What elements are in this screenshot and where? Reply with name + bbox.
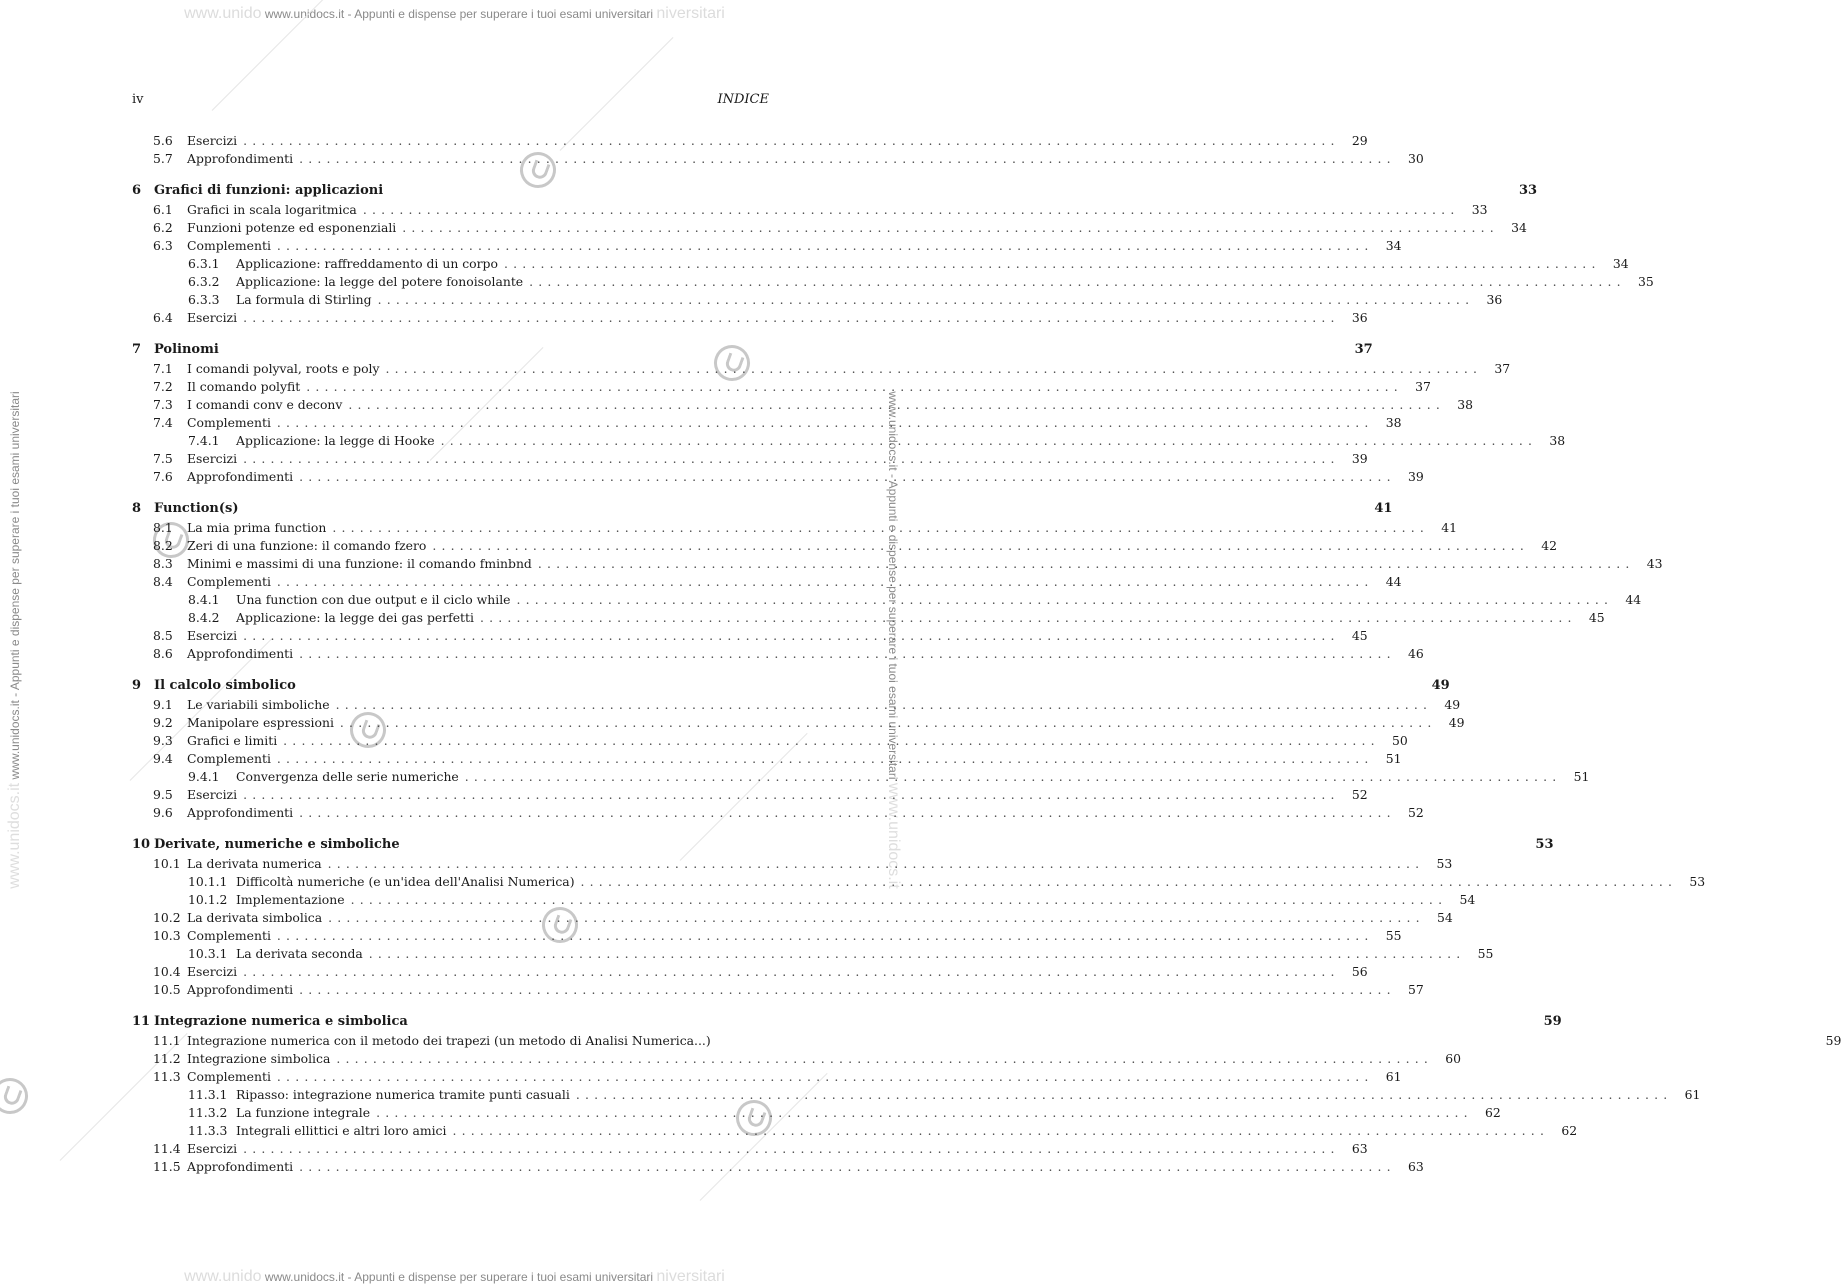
toc-entry-number: 8 (132, 501, 142, 516)
toc-entry-number: 8.4.2 (188, 610, 220, 625)
watermark-top-text: www.unidocs.it - Appunti e dispense per superare i tuoi esami universitari (264, 7, 654, 21)
toc-entry-chapter (132, 677, 1450, 696)
toc-entry-number: 6.3.3 (188, 292, 220, 307)
toc-entry-section (132, 360, 1511, 378)
toc-entry-number: 8.1 (153, 520, 173, 535)
toc-entry-number: 9.4 (153, 751, 173, 766)
toc-dot-leader: ........................................................................................................................ (339, 715, 1437, 730)
toc-entry-section (132, 645, 1424, 663)
toc-entry-title: Applicazione: raffreddamento di un corpo (236, 256, 498, 271)
toc-entry-number: 10.5 (153, 982, 181, 997)
toc-dot-leader: ........................................................................................................................ (402, 220, 1499, 235)
page-header (132, 92, 769, 107)
toc-entry-title: Esercizi (187, 628, 238, 643)
toc-entry-section (132, 927, 1402, 945)
toc-entry-title: Complementi (187, 751, 271, 766)
toc-entry-title: Esercizi (187, 964, 238, 979)
toc-entry-number: 7.6 (153, 469, 173, 484)
toc-entry-page: 57 (1407, 982, 1424, 997)
toc-entry-number: 11.3.3 (188, 1123, 228, 1138)
toc-entry-subsection (132, 291, 1503, 309)
toc-entry-number: 8.5 (153, 628, 173, 643)
toc-entry-subsection (132, 1104, 1501, 1122)
toc-entry-title: Applicazione: la legge di Hooke (236, 433, 435, 448)
toc-entry-number: 10.3 (153, 928, 181, 943)
toc-entry-page: 41 (1441, 520, 1457, 535)
toc-entry-page: 36 (1486, 292, 1503, 307)
toc-entry-page: 44 (1385, 574, 1402, 589)
toc-entry-title: Esercizi (187, 133, 238, 148)
watermark-bottom-faded-left: www.unido (184, 1268, 262, 1285)
toc-entry-page: 55 (1477, 946, 1494, 961)
toc-entry-number: 11.3.1 (188, 1087, 228, 1102)
toc-entry-number: 7 (132, 342, 142, 357)
toc-entry-number: 10.4 (153, 964, 181, 979)
toc-entry-number: 10.1 (153, 856, 181, 871)
toc-entry-section (132, 1050, 1461, 1068)
toc-dot-leader: ........................................................................................................................ (332, 520, 1429, 535)
toc-entry-subsection (132, 768, 1590, 786)
toc-entry-page: 45 (1588, 610, 1605, 625)
toc-dot-leader: ........................................................................................................................ (440, 433, 1538, 448)
toc-dot-leader: ........................................................................................................................ (452, 1123, 1550, 1138)
toc-entry-page: 61 (1684, 1087, 1701, 1102)
toc-entry-chapter (132, 500, 1393, 519)
toc-entry-number: 6 (132, 183, 142, 198)
toc-dot-leader: ........................................................................................................................ (328, 910, 1425, 925)
toc-entry-title: Applicazione: la legge del potere fonoisolante (236, 274, 524, 289)
toc-entry-title: I comandi polyval, roots e poly (187, 361, 380, 376)
toc-entry-title: La derivata seconda (236, 946, 363, 961)
toc-entry-section (132, 1032, 1841, 1050)
toc-dot-leader: ........................................................................................................................ (299, 151, 1396, 166)
toc-dot-leader: ........................................................................................................................ (580, 874, 1678, 889)
toc-entry-section (132, 963, 1368, 981)
toc-entry-page: 37 (1494, 361, 1511, 376)
toc-entry-page: 37 (1354, 342, 1373, 357)
toc-entry-title: Approfondimenti (187, 805, 294, 820)
toc-entry-page: 44 (1625, 592, 1642, 607)
toc-entry-title: Difficoltà numeriche (e un'idea dell'Analisi Numerica) (236, 874, 575, 889)
toc-entry-number: 7.4.1 (188, 433, 220, 448)
toc-entry-page: 63 (1351, 1141, 1368, 1156)
toc-entry-page: 54 (1436, 910, 1453, 925)
toc-entry-number: 11.4 (153, 1141, 181, 1156)
toc-entry-title: Grafici e limiti (187, 733, 278, 748)
toc-entry-number: 9 (132, 678, 142, 693)
toc-dot-leader: ........................................................................................................................ (348, 397, 1446, 412)
toc-entry-page: 50 (1392, 733, 1408, 748)
toc-entry-number: 11.1 (153, 1033, 181, 1048)
watermark-right-text: www.unidocs.it - Appunti e dispense per superare i tuoi esami universitari (886, 391, 900, 780)
toc-entry-page: 53 (1689, 874, 1706, 889)
toc-entry-page: 39 (1407, 469, 1424, 484)
toc-entry-page: 38 (1549, 433, 1566, 448)
toc-entry-page: 63 (1407, 1159, 1424, 1174)
toc-dot-leader: ........................................................................................................................ (243, 787, 1340, 802)
toc-entry-number: 9.3 (153, 733, 173, 748)
toc-entry-title: Le variabili simboliche (187, 697, 330, 712)
toc-dot-leader: ........................................................................................................................ (377, 292, 1475, 307)
toc-entry-page: 42 (1541, 538, 1557, 553)
toc-entry-number: 8.3 (153, 556, 173, 571)
toc-dot-leader: ........................................................................................................................ (283, 733, 1380, 748)
toc-entry-section (132, 396, 1474, 414)
toc-entry-page: 49 (1448, 715, 1465, 730)
toc-entry-number: 10.1.1 (188, 874, 228, 889)
toc-entry-title: Manipolare espressioni (187, 715, 334, 730)
toc-entry-number: 5.7 (153, 151, 173, 166)
toc-entry-section (132, 714, 1465, 732)
toc-entry-title: Implementazione (236, 892, 345, 907)
watermark-top-faded-right: niversitari (656, 5, 725, 22)
toc-entry-number: 11 (132, 1014, 151, 1029)
toc-entry-page: 62 (1484, 1105, 1501, 1120)
toc-dot-leader: ........................................................................................................................ (243, 628, 1340, 643)
toc-dot-leader: ........................................................................................................................ (368, 946, 1466, 961)
toc-entry-title: Complementi (187, 574, 271, 589)
toc-entry-number: 7.5 (153, 451, 173, 466)
toc-entry-title: Function(s) (154, 501, 239, 516)
toc-entry-page: 53 (1535, 837, 1554, 852)
toc-entry-section (132, 1158, 1424, 1176)
toc-entry-page: 51 (1573, 769, 1590, 784)
toc-entry-number: 7.1 (153, 361, 173, 376)
toc-dot-leader: ........................................................................................................................ (243, 133, 1340, 148)
toc-entry-title: Il calcolo simbolico (154, 678, 296, 693)
toc-entry-subsection (132, 1122, 1578, 1140)
toc-entry-number: 8.6 (153, 646, 173, 661)
toc-entry-section (132, 627, 1368, 645)
toc-entry-section (132, 150, 1424, 168)
watermark-bottom (0, 1268, 909, 1286)
toc-entry-number: 9.6 (153, 805, 173, 820)
toc-entry-title: Derivate, numeriche e simboliche (154, 837, 400, 852)
toc-entry-page: 60 (1445, 1051, 1461, 1066)
watermark-top-faded-left: www.unido (184, 5, 262, 22)
toc-entry-subsection (132, 891, 1476, 909)
toc-entry-page: 33 (1518, 183, 1538, 198)
toc-dot-leader: ........................................................................................................................ (299, 982, 1396, 997)
toc-entry-number: 5.6 (153, 133, 173, 148)
toc-entry-number: 6.4 (153, 310, 173, 325)
toc-dot-leader: ........................................................................................................................ (299, 646, 1396, 661)
toc-entry-page: 52 (1407, 805, 1424, 820)
toc-entry-title: Applicazione: la legge dei gas perfetti (236, 610, 474, 625)
toc-entry-title: Approfondimenti (187, 1159, 294, 1174)
toc-dot-leader: ........................................................................................................................ (350, 892, 1448, 907)
toc-entry-title: Polinomi (154, 342, 219, 357)
toc-entry-section (132, 201, 1488, 219)
toc-entry-title: Convergenza delle serie numeriche (236, 769, 459, 784)
toc-entry-page: 38 (1457, 397, 1474, 412)
watermark-left (6, 210, 22, 1070)
toc-entry-title: Approfondimenti (187, 151, 294, 166)
toc-dot-leader: ........................................................................................................................ (335, 697, 1433, 712)
watermark-bottom-text: www.unidocs.it - Appunti e dispense per superare i tuoi esami universitari (264, 1270, 654, 1284)
toc-dot-leader: ........................................................................................................................ (537, 556, 1635, 571)
toc-entry-number: 6.3.2 (188, 274, 220, 289)
toc-dot-leader: ........................................................................................................................ (376, 1105, 1473, 1120)
toc-entry-section (132, 555, 1663, 573)
toc-entry-section (132, 219, 1527, 237)
toc-entry-title: La derivata numerica (187, 856, 322, 871)
toc-entry-page: 38 (1385, 415, 1402, 430)
toc-entry-section (132, 732, 1408, 750)
toc-entry-number: 6.1 (153, 202, 173, 217)
toc-entry-title: Ripasso: integrazione numerica tramite punti casuali (236, 1087, 570, 1102)
toc-dot-leader: ........................................................................................................................ (575, 1087, 1673, 1102)
toc-dot-leader: ........................................................................................................................ (464, 769, 1562, 784)
toc-entry-section (132, 537, 1557, 555)
toc-entry-subsection (132, 873, 1706, 891)
toc-entry-number: 9.5 (153, 787, 173, 802)
toc-dot-leader: ........................................................................................................................ (276, 238, 1374, 253)
toc-entry-page: 54 (1459, 892, 1476, 907)
toc-dot-leader: ........................................................................................................................ (243, 451, 1340, 466)
toc-dot-leader: ........................................................................................................................ (432, 538, 1529, 553)
toc-entry-section (132, 909, 1453, 927)
toc-entry-chapter (132, 341, 1373, 360)
toc-entry-page: 34 (1511, 220, 1527, 235)
toc-dot-leader: ........................................................................................................................ (362, 202, 1460, 217)
watermark-left-text: www.unidocs.it - Appunti e dispense per superare i tuoi esami universitari (8, 391, 22, 780)
toc-entry-title: Complementi (187, 238, 271, 253)
toc-entry-number: 8.2 (153, 538, 173, 553)
toc-entry-section (132, 519, 1457, 537)
toc-entry-page: 49 (1431, 678, 1450, 693)
toc-entry-section (132, 855, 1453, 873)
toc-entry-number: 11.3 (153, 1069, 181, 1084)
toc-entry-subsection (132, 255, 1629, 273)
toc-entry-section (132, 786, 1368, 804)
toc-dot-leader: ........................................................................................................................ (299, 805, 1396, 820)
toc-entry-page: 39 (1351, 451, 1368, 466)
toc-entry-section (132, 309, 1368, 327)
toc-entry-section (132, 750, 1402, 768)
toc-entry-number: 6.2 (153, 220, 173, 235)
toc-entry-page: 62 (1561, 1123, 1578, 1138)
toc-entry-title: Approfondimenti (187, 469, 294, 484)
toc-entry-number: 10 (132, 837, 151, 852)
toc-dot-leader: ........................................................................................................................ (276, 751, 1374, 766)
toc-entry-page: 61 (1385, 1069, 1402, 1084)
toc-entry-subsection (132, 1086, 1701, 1104)
toc-dot-leader: ........................................................................................................................ (243, 964, 1340, 979)
toc-entry-number: 6.3 (153, 238, 173, 253)
toc-entry-title: Esercizi (187, 451, 238, 466)
toc-entry-title: Complementi (187, 928, 271, 943)
toc-dot-leader: ........................................................................................................................ (306, 379, 1403, 394)
watermark-right-faded: www.unidocs.it (885, 782, 902, 889)
toc-entry-title: Esercizi (187, 787, 238, 802)
toc-entry-number: 7.4 (153, 415, 173, 430)
toc-entry-page: 49 (1444, 697, 1461, 712)
toc-dot-leader: ........................................................................................................................ (503, 256, 1601, 271)
watermark-bottom-faded-right: niversitari (656, 1268, 725, 1285)
toc-dot-leader: ........................................................................................................................ (243, 310, 1340, 325)
toc-entry-section (132, 696, 1461, 714)
toc-entry-section (132, 981, 1424, 999)
toc-entry-subsection (132, 591, 1642, 609)
toc-entry-number: 7.3 (153, 397, 173, 412)
toc-entry-title: Approfondimenti (187, 646, 294, 661)
toc-entry-title: Zeri di una funzione: il comando fzero (187, 538, 427, 553)
toc-entry-chapter (132, 836, 1554, 855)
toc-dot-leader: ........................................................................................................................ (529, 274, 1626, 289)
toc-entry-chapter (132, 182, 1538, 201)
toc-entry-title: Grafici di funzioni: applicazioni (154, 183, 384, 198)
toc-entry-section (132, 378, 1431, 396)
toc-dot-leader: ........................................................................................................................ (276, 928, 1374, 943)
toc-entry-subsection (132, 273, 1654, 291)
toc-dot-leader: ........................................................................................................................ (516, 592, 1614, 607)
toc-dot-leader: ........................................................................................................................ (299, 469, 1396, 484)
toc-entry-number: 10.1.2 (188, 892, 228, 907)
toc-entry-section (132, 804, 1424, 822)
toc-dot-leader: ........................................................................................................................ (276, 1069, 1374, 1084)
toc-entry-title: La formula di Stirling (236, 292, 372, 307)
toc-entry-page: 55 (1385, 928, 1402, 943)
toc-entry-title: I comandi conv e deconv (187, 397, 343, 412)
toc-entry-title: Integrazione simbolica (187, 1051, 331, 1066)
toc-entry-section (132, 573, 1402, 591)
toc-entry-page: 37 (1415, 379, 1431, 394)
toc-entry-page: 43 (1646, 556, 1663, 571)
toc-entry-subsection (132, 432, 1566, 450)
toc-entry-page: 35 (1638, 274, 1654, 289)
toc-entry-section (132, 414, 1402, 432)
toc-entry-title: Approfondimenti (187, 982, 294, 997)
page-number: iv (132, 92, 144, 107)
toc-entry-page: 46 (1407, 646, 1424, 661)
toc-entry-number: 11.3.2 (188, 1105, 228, 1120)
toc-entry-title: Complementi (187, 415, 271, 430)
toc-dot-leader: ........................................................................................................................ (327, 856, 1425, 871)
toc-entry-chapter (132, 1013, 1562, 1032)
toc-entry-page: 30 (1407, 151, 1424, 166)
toc-entry-number: 9.2 (153, 715, 173, 730)
toc-dot-leader: ........................................................................................................................ (385, 361, 1483, 376)
toc-entry-page: 41 (1374, 501, 1393, 516)
toc-entry-page: 56 (1351, 964, 1368, 979)
toc-entry-page: 36 (1351, 310, 1368, 325)
toc-entry-title: Esercizi (187, 310, 238, 325)
toc-entry-title: La mia prima function (187, 520, 327, 535)
toc-entry-title: Minimi e massimi di una funzione: il comando fminbnd (187, 556, 532, 571)
toc-entry-section (132, 132, 1368, 150)
toc-entry-title: Integrazione numerica e simbolica (154, 1014, 408, 1029)
toc-dot-leader: ........................................................................................................................ (336, 1051, 1433, 1066)
toc-dot-leader: ........................................................................................................................ (479, 610, 1577, 625)
toc-entry-section (132, 468, 1424, 486)
toc-entry-number: 9.4.1 (188, 769, 220, 784)
toc-entry-title: Una function con due output e il ciclo while (236, 592, 511, 607)
toc-dot-leader: ........................................................................................................................ (243, 1141, 1340, 1156)
toc-entry-page: 34 (1612, 256, 1629, 271)
toc-entry-number: 8.4 (153, 574, 173, 589)
toc-entry-page: 53 (1436, 856, 1453, 871)
toc-entry-number: 10.2 (153, 910, 181, 925)
toc-entry-section (132, 237, 1402, 255)
toc-dot-leader: ........................................................................................................................ (299, 1159, 1396, 1174)
toc-entry-title: Esercizi (187, 1141, 238, 1156)
watermark-left-faded: www.unidocs.it (6, 782, 23, 889)
toc-entry-title: La funzione integrale (236, 1105, 371, 1120)
toc-entry-page: 33 (1471, 202, 1488, 217)
toc-entry-title: Integrali ellittici e altri loro amici (236, 1123, 447, 1138)
toc-entry-title: Complementi (187, 1069, 271, 1084)
toc-dot-leader: ........................................................................................................................ (276, 415, 1374, 430)
toc-entry-section (132, 450, 1368, 468)
toc-entry-section (132, 1140, 1368, 1158)
toc-entry-page: 51 (1385, 751, 1402, 766)
toc-entry-number: 11.5 (153, 1159, 181, 1174)
toc-entry-number: 8.4.1 (188, 592, 220, 607)
toc-entry-page: 29 (1351, 133, 1368, 148)
toc-entry-title: Il comando polyfit (187, 379, 301, 394)
toc-entry-title: Funzioni potenze ed esponenziali (187, 220, 397, 235)
toc-entry-title: Grafici in scala logaritmica (187, 202, 357, 217)
toc-entry-number: 11.2 (153, 1051, 181, 1066)
toc-entry-page: 59 (1825, 1033, 1841, 1048)
toc-dot-leader: ........................................................................................................................ (276, 574, 1374, 589)
toc-entry-page: 59 (1543, 1014, 1562, 1029)
toc-entry-subsection (132, 609, 1605, 627)
watermark-logo-icon (0, 1073, 33, 1119)
toc-entry-number: 9.1 (153, 697, 173, 712)
header-title: INDICE (717, 92, 769, 107)
watermark-top (0, 5, 909, 23)
toc-entry-title: Integrazione numerica con il metodo dei trapezi (un metodo di Analisi Numerica...) (187, 1033, 711, 1048)
toc-entry-number: 10.3.1 (188, 946, 228, 961)
toc-entry-page: 52 (1351, 787, 1368, 802)
toc-entry-section (132, 1068, 1402, 1086)
toc-entry-number: 7.2 (153, 379, 173, 394)
toc-entry-subsection (132, 945, 1494, 963)
toc-entry-number: 6.3.1 (188, 256, 220, 271)
toc-entry-title: La derivata simbolica (187, 910, 323, 925)
toc-entry-page: 45 (1351, 628, 1368, 643)
toc-entry-page: 34 (1385, 238, 1402, 253)
